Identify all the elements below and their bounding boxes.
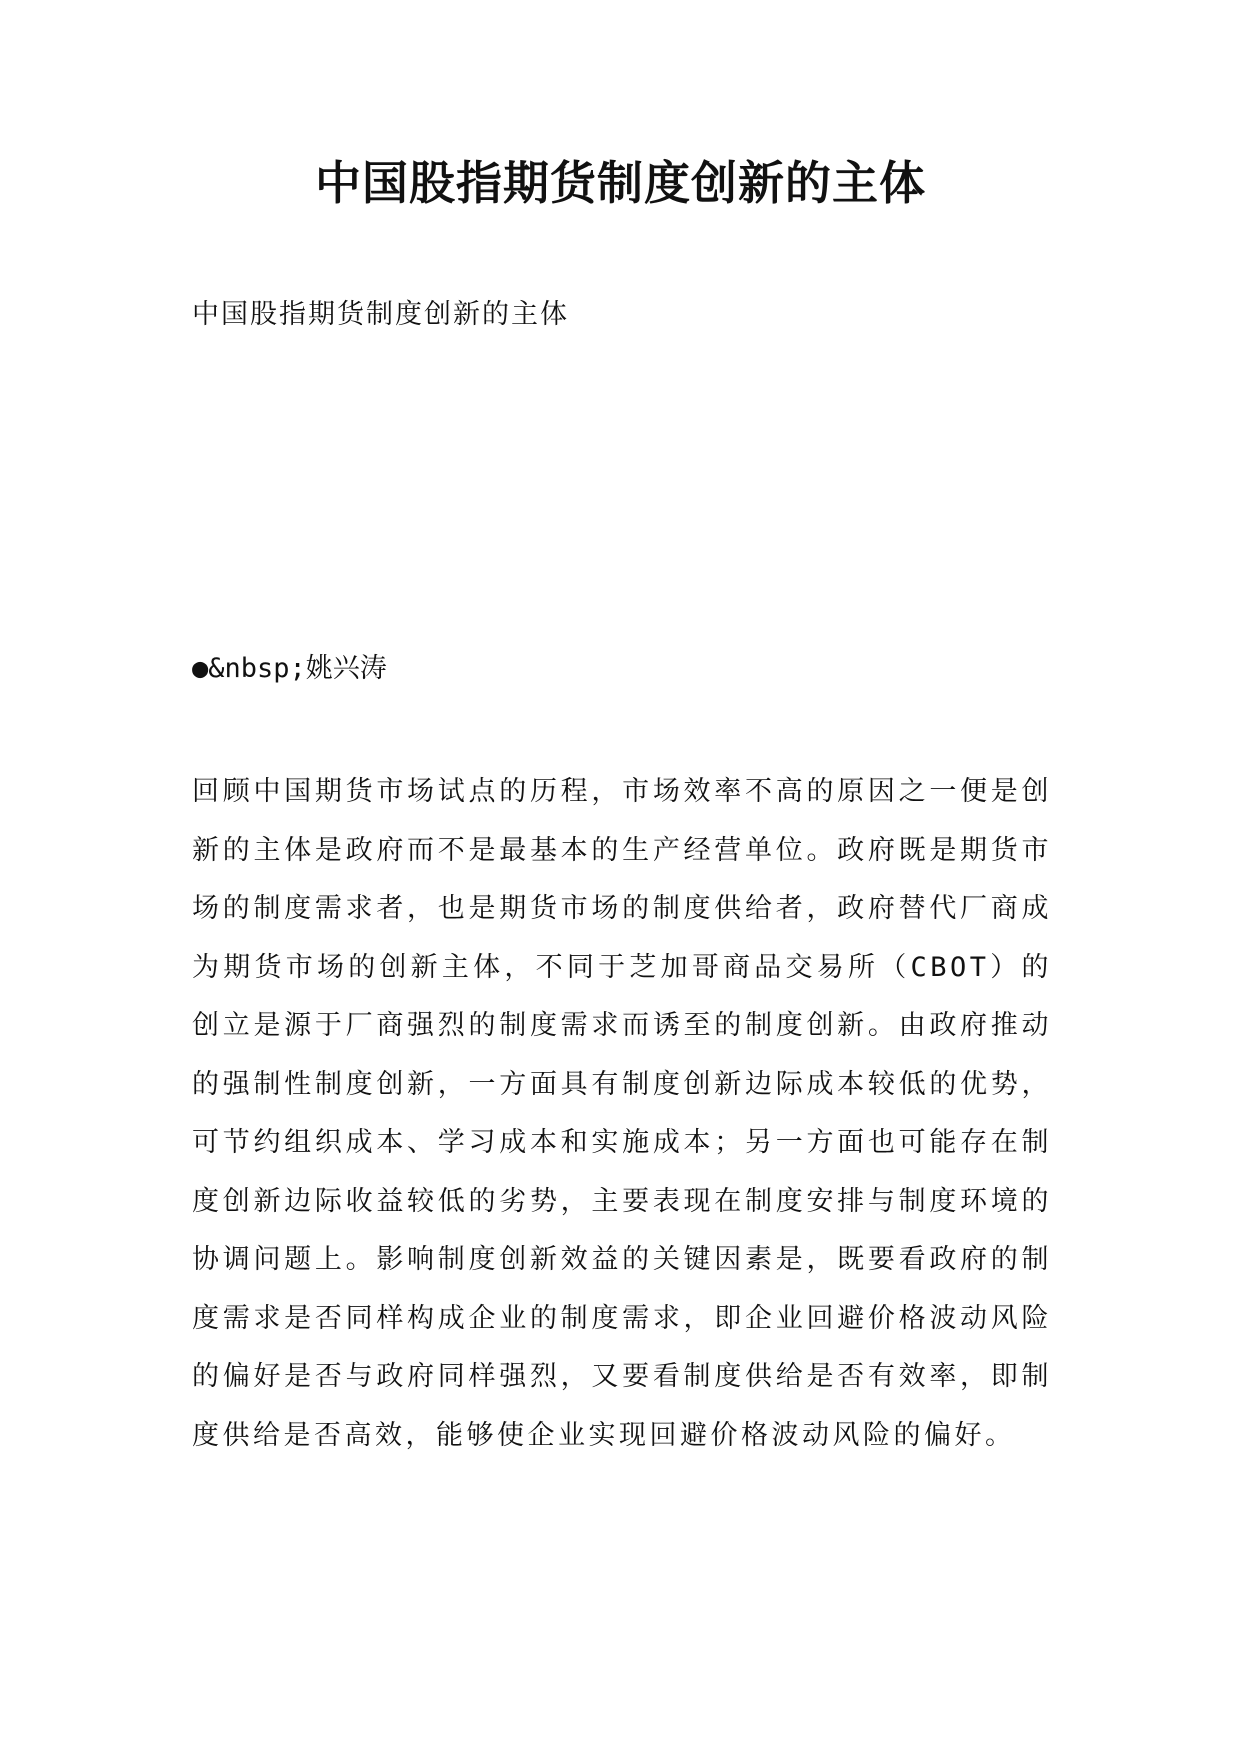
document-title: 中国股指期货制度创新的主体	[315, 156, 926, 210]
document-subtitle: 中国股指期货制度创新的主体	[192, 299, 569, 330]
body-paragraph: 回顾中国期货市场试点的历程，市场效率不高的原因之一便是创新的主体是政府而不是最基本的生产经营单位。政府既是期货市场的制度需求者，也是期货市场的制度供给者，政府替代厂商成为期货市场的创新主体，不同于芝加哥商品交易所（CBOT）的创立是源于厂商强烈的制度需求而诱至的制度创新。由政府推动的强制性制度创新，一方面具有制度创新边际成本较低的优势，可节约组织成本、学习成本和实施成本；另一方面也可能存在制度创新边际收益较低的劣势，主要表现在制度安排与制度环境的协调问题上。影响制度创新效益的关键因素是，既要看政府的制度需求是否同样构成企业的制度需求，即企业回避价格波动风险的偏好是否与政府同样强烈，又要看制度供给是否有效率，即制度供给是否高效，能够使企业实现回避价格波动风险的偏好。	[192, 776, 1052, 1451]
author-line: ●&nbsp;姚兴涛	[192, 653, 387, 684]
